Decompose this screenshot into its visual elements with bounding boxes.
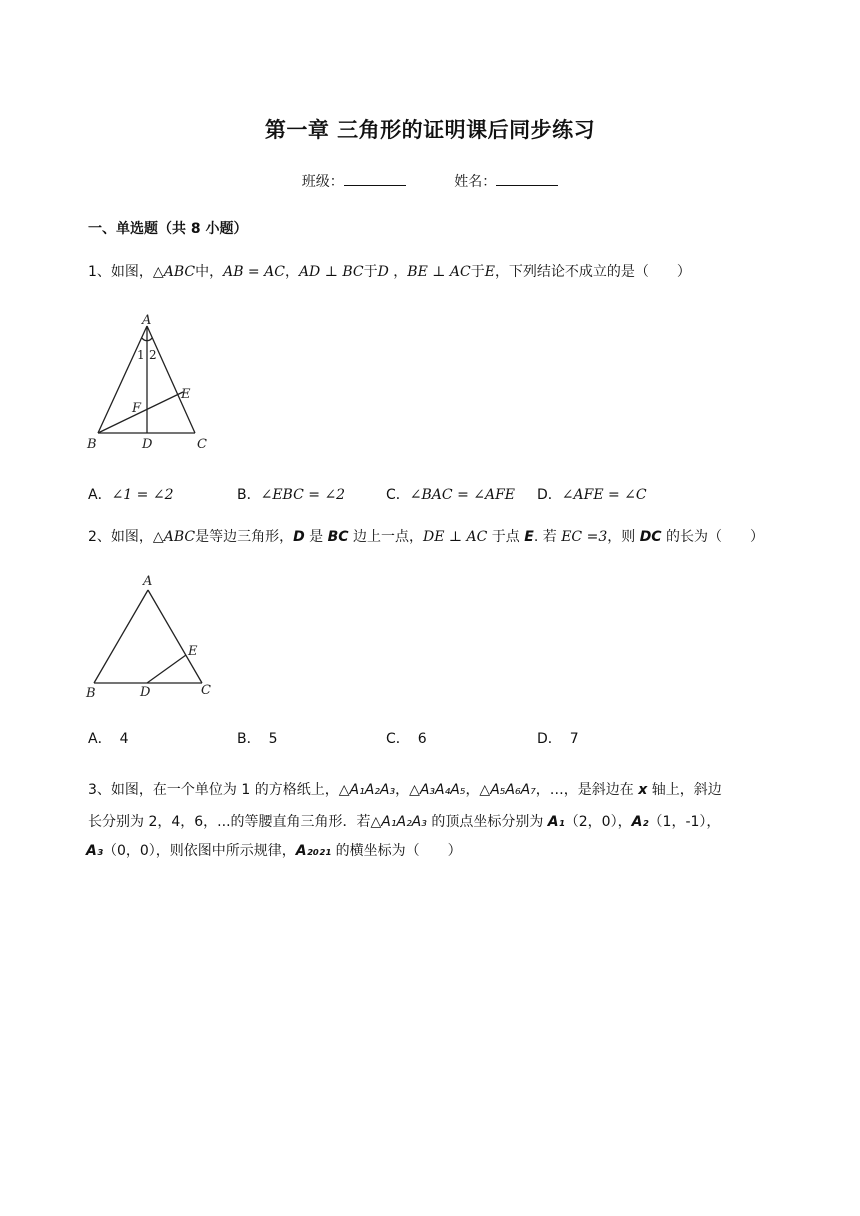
q2-triangle: ABC: [163, 529, 196, 545]
q2-text: 边上一点，: [348, 529, 424, 545]
option-text: 5: [268, 731, 278, 747]
q2-point: E: [524, 529, 534, 545]
q1-triangle-figure: [84, 308, 224, 454]
side-ac: [148, 590, 202, 683]
q2-option-d[interactable]: [537, 728, 579, 748]
option-letter: B．: [237, 487, 261, 503]
question-3-stem: [88, 776, 778, 866]
q3-line-1: [88, 776, 778, 805]
q2-text: 的长为（ ）: [661, 529, 765, 545]
q3-text: （0，0），则依图中所示规律，: [102, 843, 296, 859]
q2-option-c[interactable]: [386, 728, 427, 748]
option-letter: A．: [88, 487, 112, 503]
label-D: D: [142, 437, 153, 452]
q1-text: ，下列结论不成立的是（ ）: [494, 264, 691, 280]
q2-text: ，则: [607, 529, 640, 545]
option-letter: C．: [386, 487, 410, 503]
q1-separator: ，: [284, 264, 299, 280]
question-number: 1、: [88, 264, 111, 280]
q1-triangle: ABC: [163, 264, 196, 280]
student-info-line: [0, 171, 860, 191]
name-label: 姓名：: [454, 174, 497, 190]
label-E: E: [181, 387, 191, 402]
q3-point: A₁: [547, 814, 565, 830]
option-text: 7: [569, 731, 579, 747]
q1-condition: AD ⊥ BC: [298, 264, 364, 280]
q3-triangle: A₅A₆A₇: [490, 782, 536, 798]
q3-separator: ，△: [465, 782, 491, 798]
name-blank[interactable]: [496, 184, 558, 186]
question-1-stem: [88, 258, 778, 286]
q3-text: ，…，是斜边在: [535, 782, 639, 798]
option-letter: A．: [88, 731, 112, 747]
option-letter: C．: [386, 731, 410, 747]
q1-text: 中，: [195, 264, 224, 280]
class-field[interactable]: [302, 171, 406, 191]
label-angle-2: 2: [149, 348, 157, 362]
q2-condition: DE ⊥ AC: [423, 529, 488, 545]
q3-triangle: A₁A₂A₃: [381, 814, 427, 830]
option-letter: D．: [537, 487, 562, 503]
q1-point: E: [484, 264, 495, 280]
q3-coordinate: （1，-1），: [648, 814, 721, 830]
q1-text: 于: [363, 264, 378, 280]
q2-point: D: [293, 529, 305, 545]
q3-text: 轴上，斜边: [647, 782, 722, 798]
q1-text: 如图，△: [110, 264, 164, 280]
q2-triangle-figure: [84, 570, 224, 702]
q2-text: . 若: [533, 529, 562, 545]
label-F: F: [132, 401, 142, 416]
option-text: 4: [119, 731, 129, 747]
label-C: C: [201, 683, 211, 698]
q1-option-c[interactable]: [386, 484, 515, 504]
q2-text: 是: [304, 529, 328, 545]
label-B: B: [86, 686, 96, 701]
option-text: ∠BAC = ∠AFE: [409, 487, 516, 503]
q3-coordinate: （2，0），: [564, 814, 632, 830]
question-number: 3、: [88, 782, 111, 798]
label-E: E: [188, 644, 198, 659]
label-D: D: [140, 685, 151, 700]
section-heading: 一、单选题（共 8 小题）: [88, 221, 248, 237]
q3-triangle: A₁A₂A₃: [349, 782, 396, 798]
q1-separator: ，: [388, 264, 408, 280]
q2-text: 是等边三角形，: [195, 529, 294, 545]
q2-option-b[interactable]: [237, 728, 278, 748]
q2-segment: DC: [639, 529, 662, 545]
class-blank[interactable]: [344, 184, 406, 186]
q2-condition: EC =3: [561, 529, 608, 545]
q1-condition: BE ⊥ AC: [407, 264, 471, 280]
q1-text: 于: [470, 264, 485, 280]
label-C: C: [197, 437, 207, 452]
name-field[interactable]: [454, 171, 558, 191]
q3-text: 长分别为 2，4，6，...的等腰直角三角形．若△: [88, 814, 382, 830]
q3-point: A₃: [86, 843, 103, 859]
q2-text: 如图，△: [110, 529, 164, 545]
option-letter: B．: [237, 731, 261, 747]
label-A: A: [142, 313, 152, 328]
option-text: ∠1 = ∠2: [111, 487, 174, 503]
side-ac: [147, 326, 195, 433]
q1-option-d[interactable]: [537, 484, 647, 504]
q3-axis: x: [638, 782, 648, 798]
side-ab: [98, 326, 147, 433]
q3-separator: ，△: [395, 782, 420, 798]
label-A: A: [143, 574, 153, 589]
option-text: ∠EBC = ∠2: [260, 487, 346, 503]
segment-de: [147, 655, 186, 683]
label-B: B: [87, 437, 97, 452]
q2-option-a[interactable]: [88, 728, 129, 748]
q3-line-3: [86, 837, 778, 866]
q1-point: D: [377, 264, 389, 280]
q3-triangle: A₃A₄A₅: [419, 782, 466, 798]
option-text: ∠AFE = ∠C: [561, 487, 647, 503]
q3-text: 的顶点坐标分别为: [426, 814, 548, 830]
question-number: 2、: [88, 529, 111, 545]
q2-text: 于点: [487, 529, 525, 545]
option-text: 6: [417, 731, 427, 747]
question-2-stem: [88, 523, 778, 551]
option-letter: D．: [537, 731, 562, 747]
label-angle-1: 1: [137, 348, 145, 362]
q3-text: 如图，在一个单位为 1 的方格纸上，△: [110, 782, 350, 798]
q3-text: 的横坐标为（ ）: [331, 843, 462, 859]
page-title: 第一章 三角形的证明课后同步练习: [264, 118, 596, 142]
q3-point: A₂₀₂₁: [295, 843, 332, 859]
q1-option-b[interactable]: [237, 484, 345, 504]
q3-point: A₂: [631, 814, 649, 830]
side-ab: [94, 590, 148, 683]
q2-segment: BC: [327, 529, 349, 545]
class-label: 班级：: [301, 174, 344, 190]
q1-option-a[interactable]: [88, 484, 173, 504]
q3-line-2: [88, 808, 778, 837]
q1-condition: AB = AC: [223, 264, 285, 280]
